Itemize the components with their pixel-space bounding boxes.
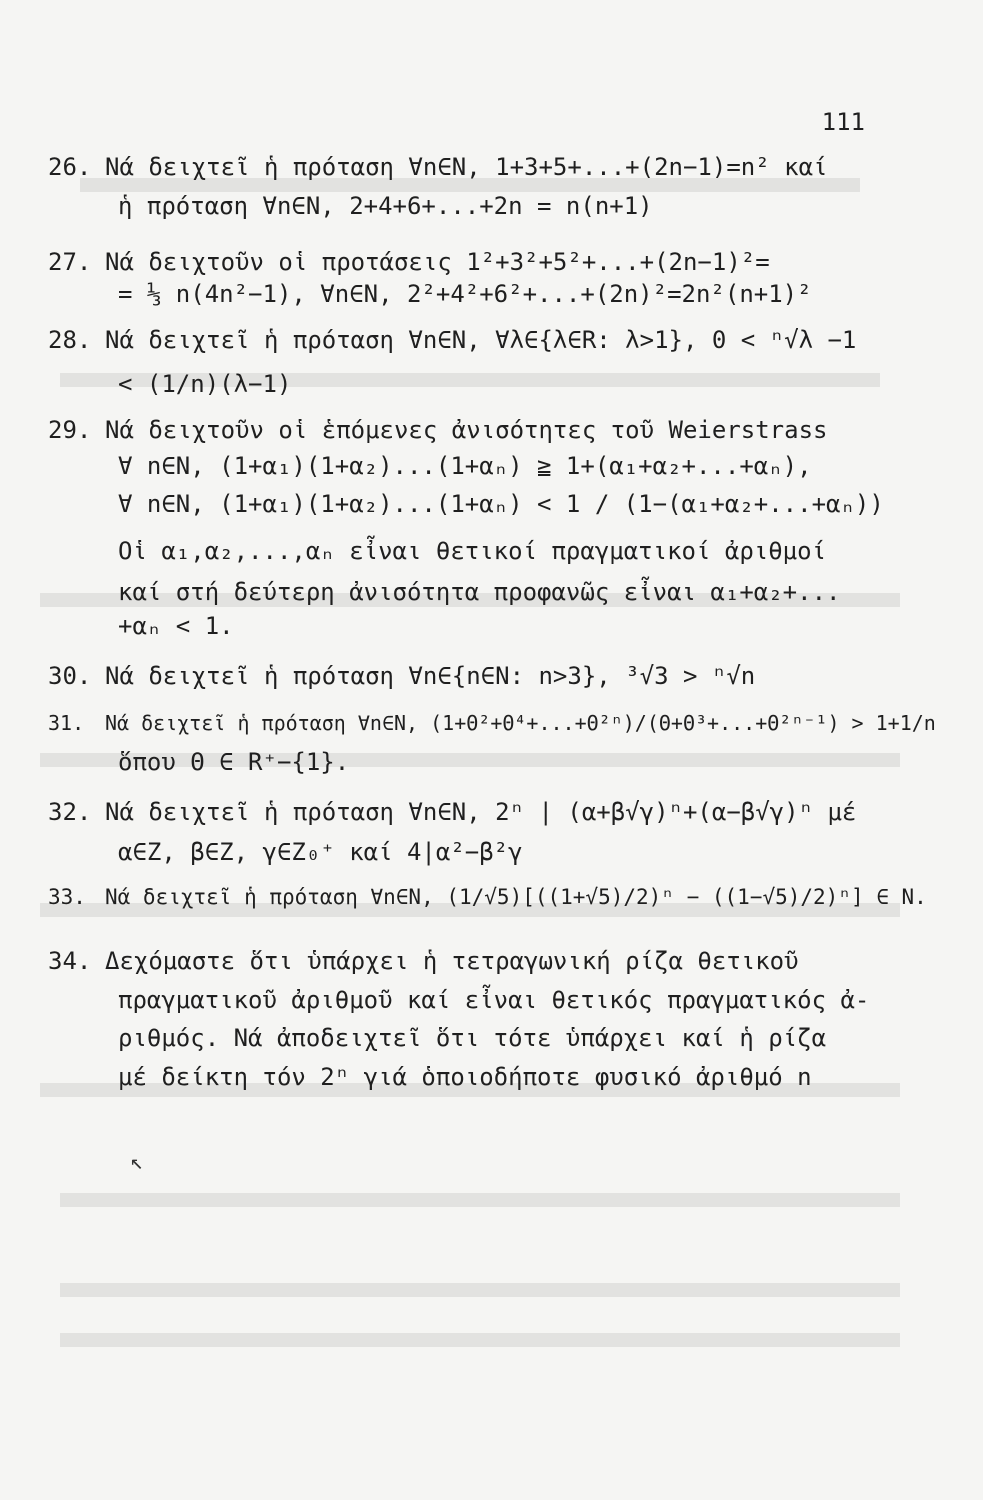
problem-text: < (1/n)(λ−1): [118, 370, 292, 398]
problem-number: 34.: [48, 947, 92, 975]
problem-number: 31.: [48, 711, 85, 735]
problem-text: ∀ n∈N, (1+α₁)(1+α₂)...(1+αₙ) ≧ 1+(α₁+α₂+...+αₙ),: [118, 452, 812, 480]
problem-number: 27.: [48, 248, 92, 276]
problem-26: [48, 152, 827, 182]
problem-text: Νά δειχτοῦν οἱ προτάσεις 1²+3²+5²+...+(2n−1)²=: [105, 248, 770, 276]
problem-30: [48, 661, 755, 691]
problem-text: μέ δείκτη τόν 2ⁿ γιά ὁποιοδήποτε φυσικό ἀριθμό n: [118, 1063, 812, 1091]
problem-number: 32.: [48, 798, 92, 826]
stray-mark-icon: ↖: [130, 1150, 144, 1175]
problem-text: Νά δειχτεῖ ἡ πρόταση ∀n∈N, ∀λ∈{λ∈R: λ>1}, 0 < ⁿ√λ −1: [105, 326, 857, 354]
problem-31: [48, 708, 936, 738]
problem-text: ἡ πρόταση ∀n∈N, 2+4+6+...+2n = n(n+1): [118, 192, 653, 220]
problem-text: Νά δειχτεῖ ἡ πρόταση ∀n∈{n∈N: n>3}, ³√3 > ⁿ√n: [105, 662, 756, 690]
problem-27: [48, 247, 770, 277]
problem-text: Δεχόμαστε ὅτι ὑπάρχει ἡ τετραγωνική ρίζα θετικοῦ: [105, 947, 799, 975]
problem-text: ριθμός. Νά ἀποδειχτεῖ ὅτι τότε ὑπάρχει καί ἡ ρίζα: [118, 1024, 827, 1052]
problem-28: [48, 325, 856, 355]
problem-text: Νά δειχτεῖ ἡ πρόταση ∀n∈N, (1/√5)[((1+√5)/2)ⁿ − ((1−√5)/2)ⁿ] ∈ N.: [105, 885, 927, 909]
problem-number: 33.: [48, 885, 86, 909]
problem-33: [48, 882, 927, 912]
problem-text: Νά δειχτοῦν οἱ ἑπόμενες ἀνισότητες τοῦ Weierstrass: [105, 416, 828, 444]
problem-32: [48, 797, 856, 827]
problem-text: πραγματικοῦ ἀριθμοῦ καί εἶναι θετικός πραγματικός ἀ-: [118, 986, 870, 1014]
problem-text: α∈Z, β∈Z, γ∈Z₀⁺ καί 4|α²−β²γ: [118, 838, 523, 866]
problem-text: ὅπου Θ ∈ R⁺−{1}.: [118, 748, 350, 776]
problem-text: Νά δειχτεῖ ἡ πρόταση ∀n∈N, (1+Θ²+Θ⁴+...+Θ²ⁿ)/(Θ+Θ³+...+Θ²ⁿ⁻¹) > 1+1/n: [105, 711, 936, 735]
problem-number: 30.: [48, 662, 92, 690]
problem-text: = ⅓ n(4n²−1), ∀n∈N, 2²+4²+6²+...+(2n)²=2n²(n+1)²: [118, 280, 812, 308]
problem-text: +αₙ < 1.: [118, 612, 234, 640]
problem-number: 29.: [48, 416, 92, 444]
problem-number: 28.: [48, 326, 92, 354]
problem-29: [48, 415, 827, 445]
problem-text: Οἱ α₁,α₂,...,αₙ εἶναι θετικοί πραγματικοί ἀριθμοί: [118, 537, 827, 565]
problem-text: Νά δειχτεῖ ἡ πρόταση ∀n∈N, 1+3+5+...+(2n−1)=n² καί: [105, 153, 828, 181]
problem-text: ∀ n∈N, (1+α₁)(1+α₂)...(1+αₙ) < 1 / (1−(α₁+α₂+...+αₙ)): [118, 490, 884, 518]
problem-text: καί στή δεύτερη ἀνισότητα προφανῶς εἶναι α₁+α₂+...: [118, 578, 841, 606]
problem-number: 26.: [48, 153, 92, 181]
problem-text: Νά δειχτεῖ ἡ πρόταση ∀n∈N, 2ⁿ | (α+β√γ)ⁿ+(α−β√γ)ⁿ μέ: [105, 798, 857, 826]
problem-34: [48, 946, 799, 976]
page-number: 111: [821, 108, 865, 136]
